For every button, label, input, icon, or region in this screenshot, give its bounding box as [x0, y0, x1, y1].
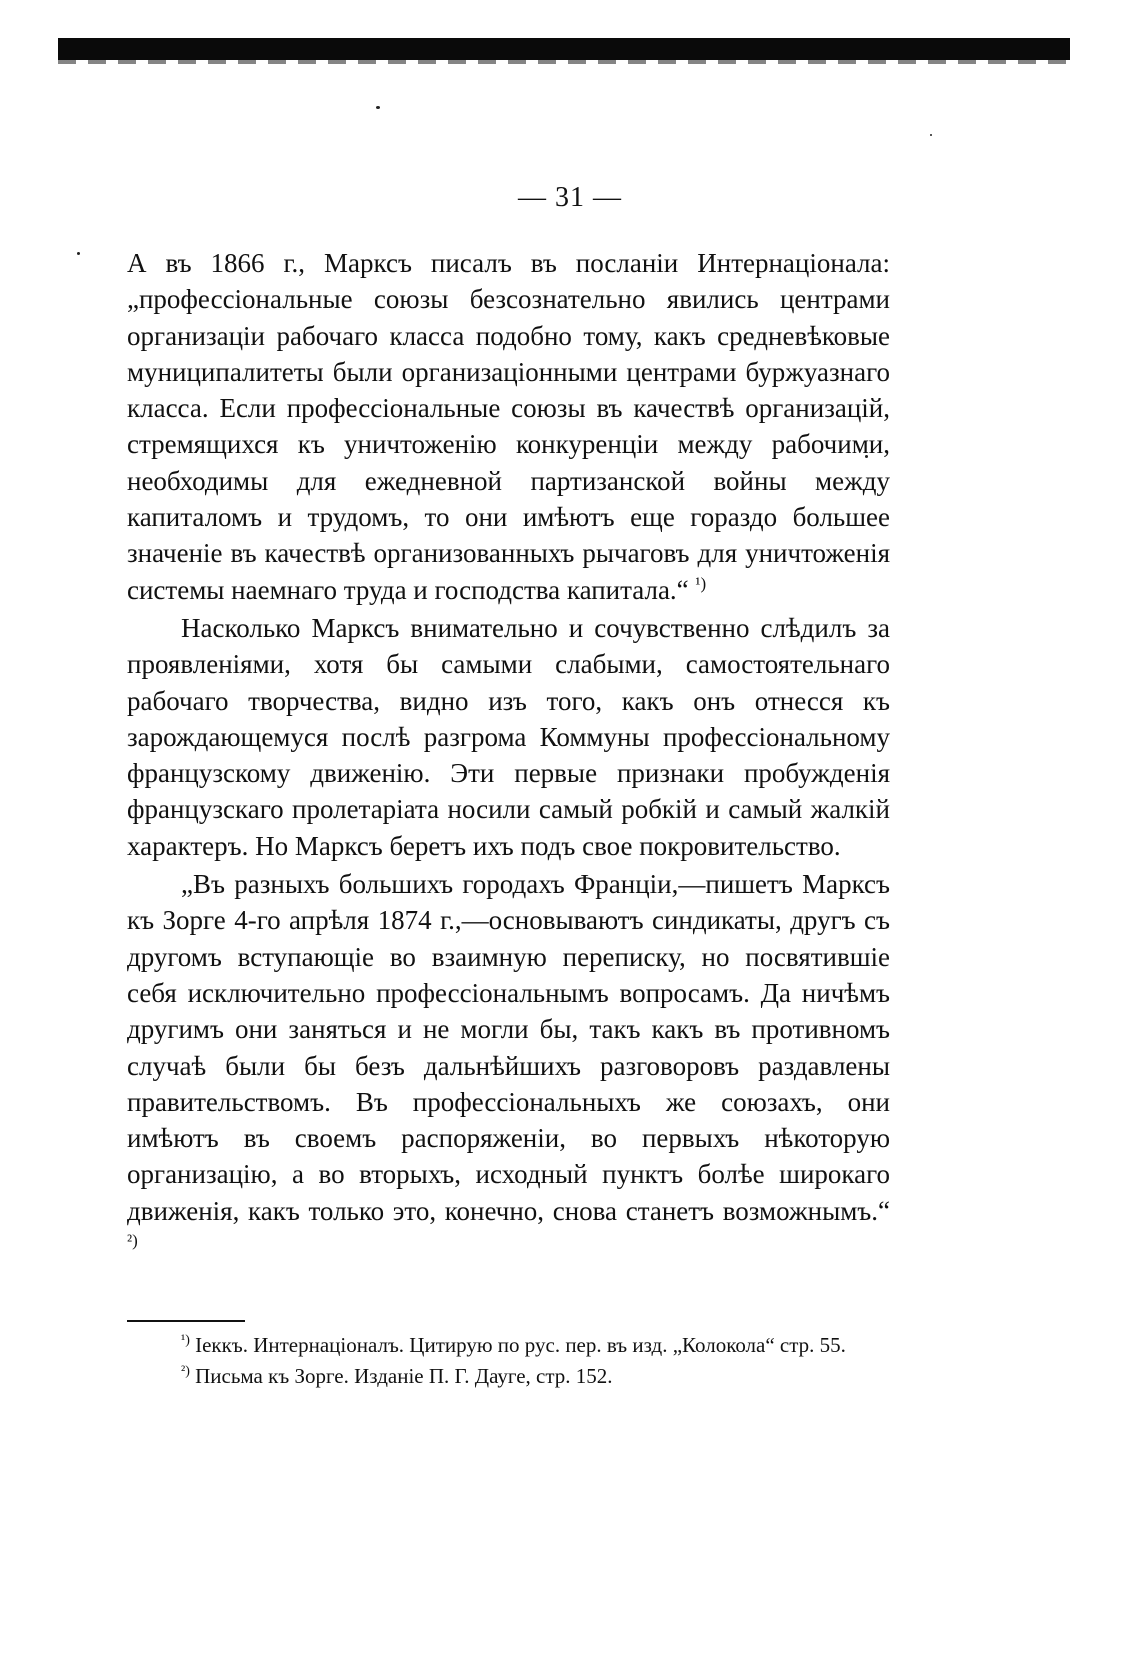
paragraph: [127, 245, 890, 608]
paragraph-text: Насколько Марксъ внимательно и сочувственно слѣдилъ за проявленіями, хотя бы самыми слабыми, самостоятельнаго рабочаго творчества, видно изъ того, какъ онъ отнесся къ зарождающемуся послѣ разгрома Коммуны профессіональному французскому движенію. Эти первые признаки пробужденія французскаго пролетаріата носили самый робкій и самый жалкій характеръ. Но Марксъ беретъ ихъ подъ свое покровительство.: [127, 612, 890, 861]
scan-speck: [376, 106, 380, 109]
main-text: [127, 245, 890, 1265]
scan-speck: [77, 252, 80, 255]
footnote-text: Письма къ Зорге. Изданіе П. Г. Дауге, стр. 152.: [189, 1364, 613, 1388]
paragraph-text: А въ 1866 г., Марксъ писалъ въ посланіи Интернаціонала: „профессіональные союзы безсознательно явились центрами организаціи рабочаго класса подобно тому, какъ средневѣковые муниципалитеты были организаціонными центрами буржуазнаго класса. Если профессіональные союзы въ качествѣ организацій, стремящихся къ уничтоженію конкуренціи между рабочими, необходимы для ежедневной партизанской войны между капиталомъ и трудомъ, то они имѣютъ еще гораздо большее значеніе въ качествѣ организованныхъ рычаговъ для уничтоженія системы наемнаго труда и господства капитала.“: [127, 248, 890, 605]
scan-speck: [930, 134, 932, 136]
footnote-separator: [127, 1320, 245, 1322]
footnote: [127, 1361, 890, 1392]
footnote-reference: ¹): [695, 573, 707, 593]
footnotes: [127, 1330, 890, 1392]
page-number: — 31 —: [518, 182, 622, 213]
paragraph: [127, 610, 890, 864]
footnote-reference: ²): [127, 1231, 138, 1251]
footnote: [127, 1330, 890, 1361]
paragraph: [127, 866, 890, 1265]
top-border-rule: [58, 38, 1070, 60]
footnote-mark: ¹): [181, 1333, 190, 1348]
footnote-mark: ²): [181, 1364, 190, 1379]
footnote-text: Іеккъ. Интернаціоналъ. Цитирую по рус. пер. въ изд. „Колокола“ стр. 55.: [189, 1333, 846, 1357]
top-border-rule-edge: [58, 60, 1070, 64]
paragraph-text: „Въ разныхъ большихъ городахъ Франціи,—пишетъ Марксъ къ Зорге 4-го апрѣля 1874 г.,—основываютъ синдикаты, другъ съ другомъ вступающіе во взаимную переписку, но посвятившіе себя исключительно профессіональнымъ вопросамъ. Да ничѣмъ другимъ они заняться и не могли бы, такъ какъ въ противномъ случаѣ были бы безъ дальнѣйшихъ разговоровъ раздавлены правительствомъ. Въ профессіональныхъ же союзахъ, они имѣютъ въ своемъ распоряженіи, во первыхъ нѣкоторую организацію, а во вторыхъ, исходный пунктъ болѣе широкаго движенія, какъ только это, конечно, снова станетъ возможнымъ.“: [127, 869, 890, 1226]
